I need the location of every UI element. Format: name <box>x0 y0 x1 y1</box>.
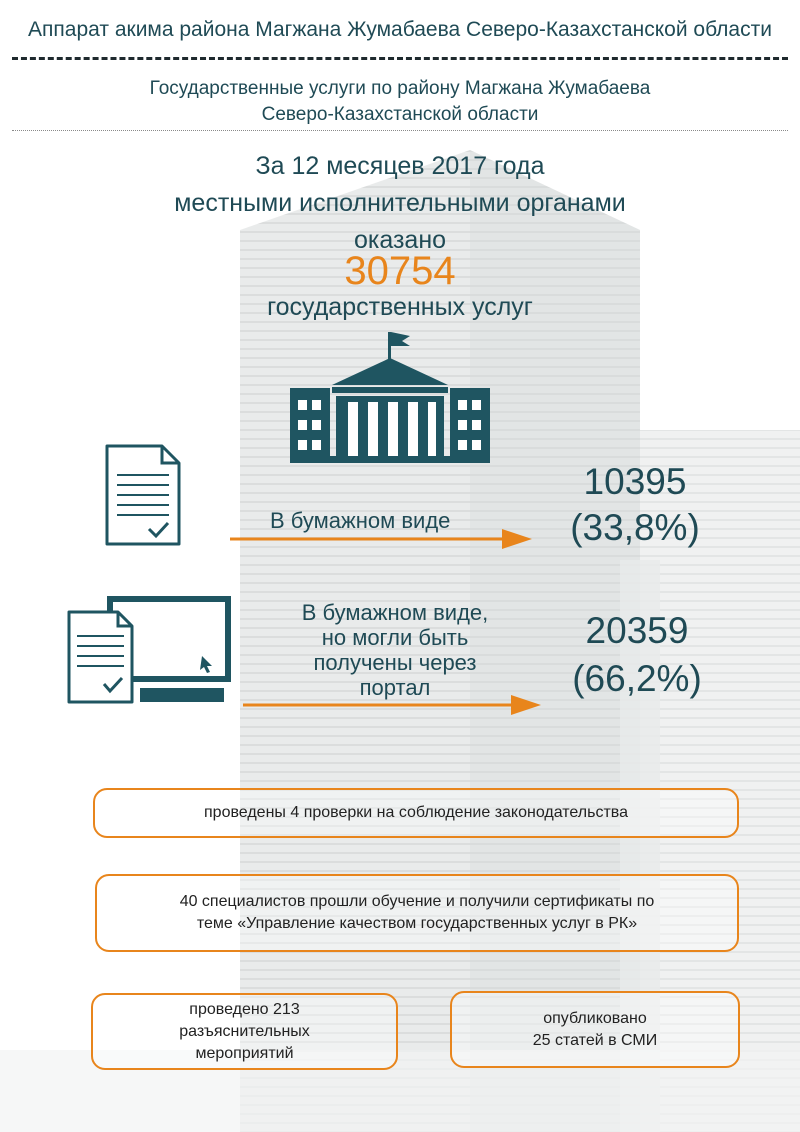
events-line-3: мероприятий <box>195 1044 294 1062</box>
arrow-right-icon <box>230 526 535 552</box>
government-building-icon <box>290 330 490 465</box>
events-line-2: разъяснительных <box>179 1022 310 1040</box>
training-line-2: теме «Управление качеством государственных услуг в РК» <box>196 915 638 932</box>
portal-eligible-label <box>245 600 545 700</box>
portal-label-line-1: В бумажном виде, <box>301 600 489 625</box>
document-check-icon <box>104 443 182 547</box>
dotted-divider <box>12 130 788 131</box>
portal-label-line-2: но могли быть <box>321 625 469 650</box>
portal-count: 20359 <box>585 610 689 651</box>
events-box <box>91 993 398 1070</box>
training-line-1: 40 специалистов прошли обучение и получили сертификаты по <box>179 893 655 910</box>
portal-percent: (66,2%) <box>572 658 702 699</box>
subtitle-line-2: Северо-Казахстанской области <box>261 104 539 125</box>
total-services-count: 30754 <box>344 249 456 293</box>
summary-line-2: местными исполнительными органами <box>174 189 626 217</box>
dashed-divider <box>12 57 788 60</box>
subtitle-line-1: Государственные услуги по району Магжана Жумабаева <box>149 78 651 99</box>
media-line-1: опубликовано <box>543 1009 647 1027</box>
paper-percent: (33,8%) <box>570 507 700 548</box>
summary-lead <box>0 148 800 259</box>
summary-line-3: оказано <box>353 226 447 254</box>
portal-label-line-3: получены через <box>313 650 477 675</box>
arrow-right-icon <box>243 692 548 718</box>
monitor-document-icon <box>66 596 232 706</box>
portal-label-line-4: портал <box>359 675 431 700</box>
events-line-1: проведено 213 <box>189 1000 300 1018</box>
media-box <box>450 991 740 1068</box>
inspections-text: проведены 4 проверки на соблюдение законодательства <box>204 804 628 821</box>
subtitle <box>0 76 800 128</box>
total-services-label: государственных услуг <box>267 293 533 321</box>
summary-line-1: За 12 месяцев 2017 года <box>255 152 545 180</box>
paper-form-label: В бумажном виде <box>270 508 451 533</box>
media-line-2: 25 статей в СМИ <box>532 1031 658 1049</box>
paper-count: 10395 <box>583 461 687 502</box>
training-box <box>95 874 739 952</box>
organization-title: Аппарат акима района Магжана Жумабаева Северо-Казахстанской области <box>28 18 772 41</box>
inspections-box <box>93 788 739 838</box>
